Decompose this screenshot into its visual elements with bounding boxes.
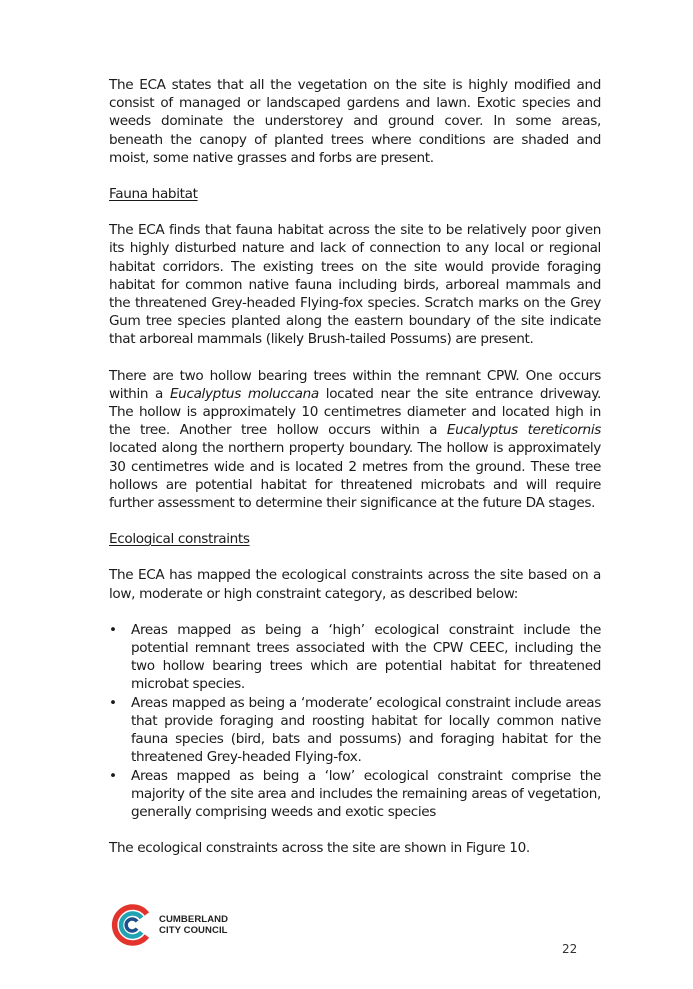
list-item bbox=[109, 767, 601, 822]
council-name bbox=[159, 914, 228, 936]
document-body bbox=[109, 76, 601, 857]
council-logo-icon bbox=[109, 902, 155, 948]
paragraph-figure-reference: The ecological constraints across the site are shown in Figure 10. bbox=[109, 840, 530, 857]
list-item bbox=[109, 621, 601, 694]
species-eucalyptus-tereticornis: Eucalyptus tereticornis bbox=[446, 422, 601, 439]
council-logo bbox=[109, 902, 228, 948]
paragraph-fauna-habitat: The ECA finds that fauna habitat across the site to be relatively poor given its highly disturbed nature and lack of connection to any local or regional habitat corridors. The existing trees on the site would provide foraging habitat for common native fauna including birds, arboreal mammals and the threatened Grey-headed Flying-fox species. Scratch marks on the Grey Gum tree species planted along the eastern boundary of the site indicate that arboreal mammals (likely Brush-tailed Possums) are present. bbox=[109, 222, 601, 348]
bullet-point: • bbox=[109, 694, 117, 711]
list-item-text: Areas mapped as being a ‘moderate’ ecological constraint include areas that provide foraging and roosting habitat for locally common native fauna species (bird, bats and possums) and foraging habitat for the threatened Grey-headed Flying-fox. bbox=[131, 694, 601, 766]
council-name-line1: CUMBERLAND bbox=[159, 914, 229, 925]
bullet-point: • bbox=[109, 621, 117, 638]
paragraph-hollow-trees bbox=[109, 367, 601, 513]
heading-fauna-habitat: Fauna habitat bbox=[109, 186, 198, 203]
bullet-point: • bbox=[109, 767, 117, 784]
paragraph-vegetation: The ECA states that all the vegetation on the site is highly modified and consist of managed or landscaped gardens and lawn. Exotic species and weeds dominate the understorey and ground cover. In some areas, beneath the canopy of planted trees where conditions are shaded and moist, some native grasses and forbs are present. bbox=[109, 77, 601, 166]
list-item-text: Areas mapped as being a ‘low’ ecological constraint comprise the majority of the site area and includes the remaining areas of vegetation, generally comprising weeds and exotic species bbox=[131, 767, 601, 820]
hollow-text-1: There are two hollow bearing trees within the remnant CPW. One occurs within a bbox=[109, 367, 601, 402]
list-item bbox=[109, 694, 601, 767]
hollow-text-2: located near the site entrance driveway. The hollow is approximately 10 centimetres diameter and located high in the tree. Another tree hollow occurs within a bbox=[109, 385, 601, 439]
hollow-text-3: located along the northern property boundary. The hollow is approximately 30 centimetres wide and is located 2 metres from the ground. These tree hollows are potential habitat for threatened microbats and will require further assessment to determine their significance at the future DA stages. bbox=[109, 440, 601, 512]
heading-ecological-constraints: Ecological constraints bbox=[109, 531, 250, 548]
council-name-line2: CITY COUNCIL bbox=[159, 925, 228, 936]
species-eucalyptus-moluccana: Eucalyptus moluccana bbox=[169, 385, 319, 402]
list-item-text: Areas mapped as being a ‘high’ ecological constraint include the potential remnant trees associated with the CPW CEEC, including the two hollow bearing trees which are potential habitat for threatened microbat species. bbox=[131, 621, 601, 693]
page-number: 22 bbox=[562, 942, 578, 956]
paragraph-constraints-intro: The ECA has mapped the ecological constraints across the site based on a low, moderate or high constraint category, as described below: bbox=[109, 567, 601, 602]
constraints-list bbox=[109, 621, 601, 821]
